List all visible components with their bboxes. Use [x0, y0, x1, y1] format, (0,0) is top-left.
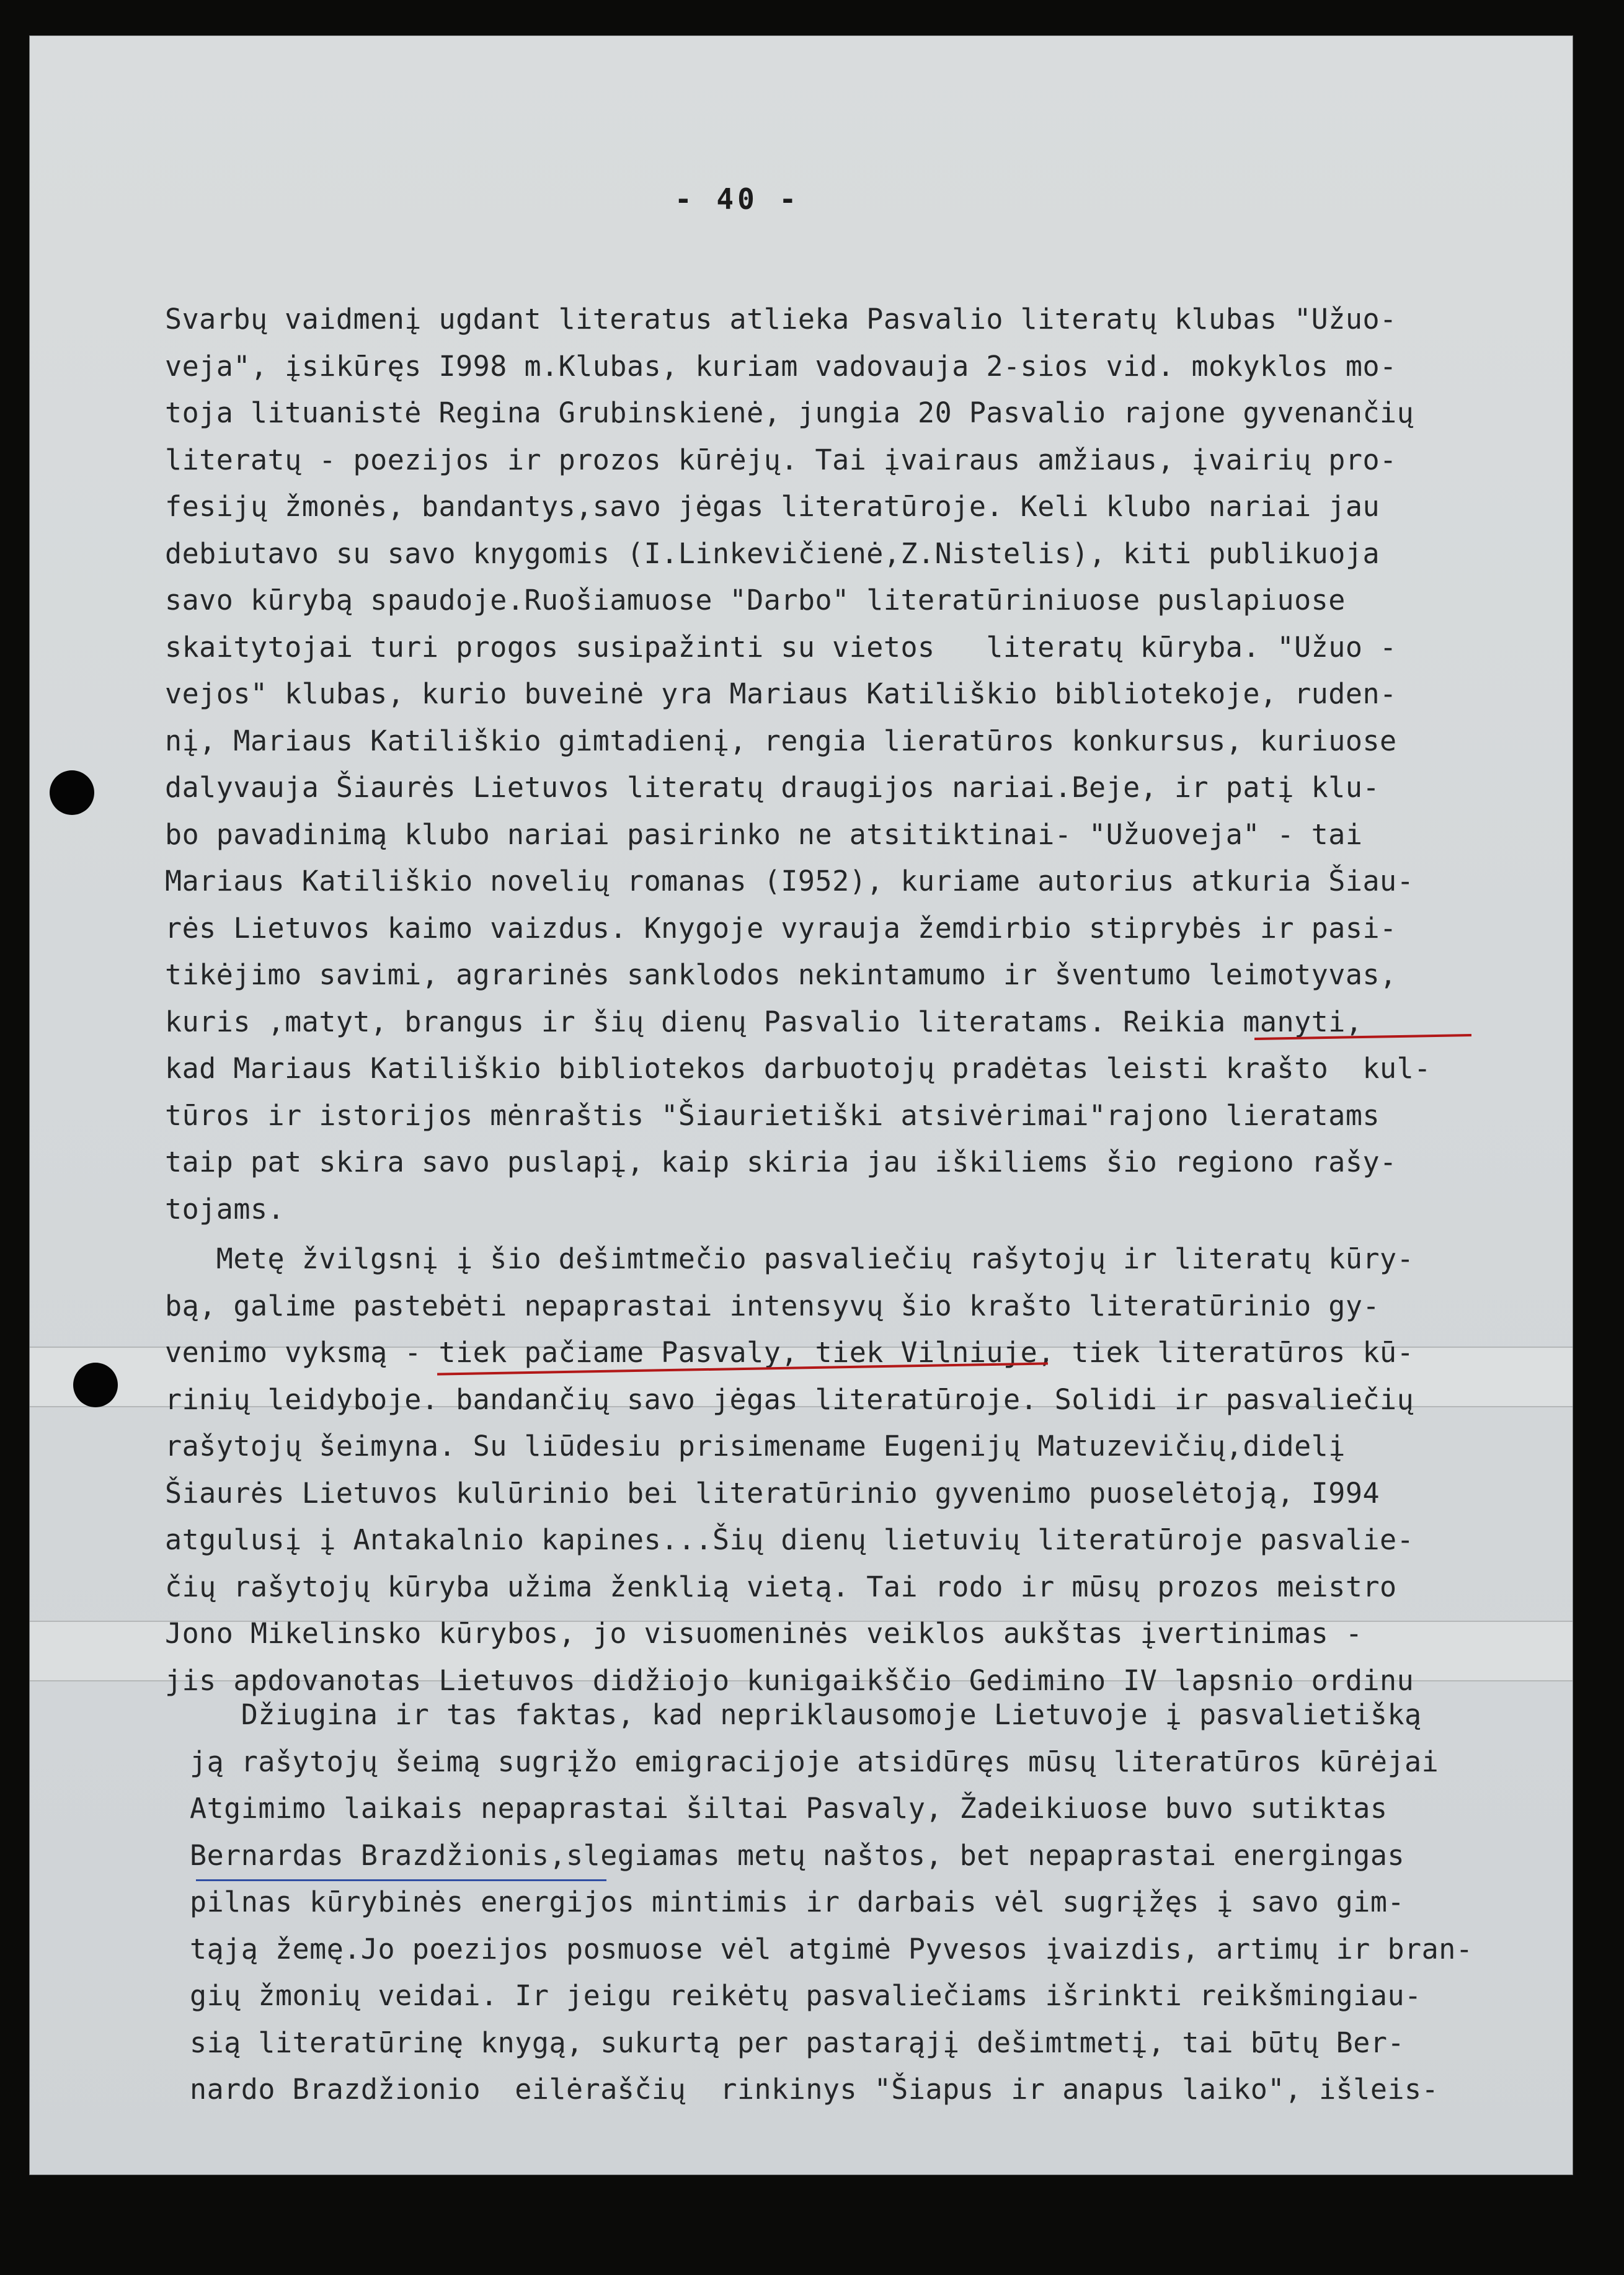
text-line: skaitytojai turi progos susipažinti su vietos literatų kūryba. "Užuo - [165, 630, 1397, 664]
text-line: Šiaurės Lietuvos kulūrinio bei literatūrinio gyvenimo puoselėtoją, I994 [165, 1476, 1380, 1510]
text-line: ją rašytojų šeimą sugrįžo emigracijoje atsidūręs mūsų literatūros kūrėjai [190, 1745, 1439, 1778]
text-line: Jono Mikelinsko kūrybos, jo visuomeninės veiklos aukštas įvertinimas - [165, 1617, 1363, 1650]
text-line: rinių leidyboje. bandančių savo jėgas literatūroje. Solidi ir pasvaliečių [165, 1382, 1414, 1416]
punch-hole [50, 770, 94, 815]
text-line: kuris ,matyt, brangus ir šių dienų Pasvalio literatams. Reikia manyti, [165, 1005, 1363, 1038]
text-line: nardo Brazdžionio eilėraščių rinkinys "Šiapus ir anapus laiko", išleis- [190, 2073, 1439, 2106]
text-line: Metę žvilgsnį į šio dešimtmečio pasvaliečių rašytojų ir literatų kūry- [165, 1242, 1414, 1275]
text-line: taip pat skira savo puslapį, kaip skiria jau iškiliems šio regiono rašy- [165, 1146, 1397, 1178]
page-number: - 40 - [675, 182, 801, 216]
text-line: bą, galime pastebėti nepaprastai intensyvų šio krašto literatūrinio gy- [165, 1289, 1380, 1322]
text-line: bo pavadinimą klubo nariai pasirinko ne atsitiktinai- "Užuoveja" - tai [165, 817, 1363, 851]
text-line: sią literatūrinę knygą, sukurtą per pastarąjį dešimtmetį, tai būtų Ber- [190, 2026, 1405, 2059]
text-line: tąją žemę.Jo poezijos posmuose vėl atgimė Pyvesos įvaizdis, artimų ir bran- [190, 1932, 1473, 1966]
text-line: fesijų žmonės, bandantys,savo jėgas literatūroje. Keli klubo nariai jau [165, 490, 1380, 523]
text-line: gių žmonių veidai. Ir jeigu reikėtų pasvaliečiams išrinkti reikšmingiau- [190, 1979, 1422, 2012]
text-line: Džiugina ir tas faktas, kad nepriklausomoje Lietuvoje į pasvalietišką [190, 1698, 1422, 1731]
text-line: Mariaus Katiliškio novelių romanas (I952), kuriame autorius atkuria Šiau- [165, 865, 1414, 897]
text-line: savo kūrybą spaudoje.Ruošiamuose "Darbo" literatūriniuose puslapiuose [165, 584, 1346, 617]
text-line: tikėjimo savimi, agrarinės sanklodos nekintamumo ir šventumo leimotyvas, [165, 958, 1397, 991]
text-line: Svarbų vaidmenį ugdant literatus atlieka Pasvalio literatų klubas "Užuo- [165, 303, 1397, 336]
text-line: vejos" klubas, kurio buveinė yra Mariaus Katiliškio bibliotekoje, ruden- [165, 677, 1397, 710]
text-line: literatų - poezijos ir prozos kūrėjų. Tai įvairaus amžiaus, įvairių pro- [165, 443, 1397, 476]
text-line: debiutavo su savo knygomis (I.Linkevičienė,Z.Nistelis), kiti publikuoja [165, 536, 1380, 570]
text-line: kad Mariaus Katiliškio bibliotekos darbuotojų pradėtas leisti krašto kul- [165, 1052, 1431, 1085]
text-line: dalyvauja Šiaurės Lietuvos literatų draugijos nariai.Beje, ir patį klu- [165, 771, 1380, 804]
text-line: nį, Mariaus Katiliškio gimtadienį, rengia lieratūros konkursus, kuriuose [165, 724, 1397, 757]
text-line: jis apdovanotas Lietuvos didžiojo kunigaikščio Gedimino IV lapsnio ordinu [165, 1663, 1414, 1697]
text-line: čių rašytojų kūryba užima ženklią vietą. Tai rodo ir mūsų prozos meistro [165, 1570, 1397, 1603]
text-line: rašytojų šeimyna. Su liūdesiu prisimename Eugenijų Matuzevičių,didelį [165, 1430, 1346, 1462]
typewritten-page [30, 36, 1573, 2175]
text-line: Atgimimo laikais nepaprastai šiltai Pasvaly, Žadeikiuose buvo sutiktas [190, 1792, 1388, 1825]
text-line: pilnas kūrybinės energijos mintimis ir darbais vėl sugrįžęs į savo gim- [190, 1885, 1405, 1918]
text-line: tojams. [165, 1192, 285, 1226]
text-line: atgulusį į Antakalnio kapines...Šių dienų lietuvių literatūroje pasvalie- [165, 1523, 1414, 1556]
handwritten-underline [196, 1879, 606, 1881]
text-line: veja", įsikūręs I998 m.Klubas, kuriam vadovauja 2-sios vid. mokyklos mo- [165, 349, 1397, 383]
text-line: toja lituanistė Regina Grubinskienė, jungia 20 Pasvalio rajone gyvenančių [165, 396, 1414, 429]
text-line: tūros ir istorijos mėnraštis "Šiaurietiški atsivėrimai"rajono lieratams [165, 1098, 1380, 1132]
text-line: rės Lietuvos kaimo vaizdus. Knygoje vyrauja žemdirbio stiprybės ir pasi- [165, 911, 1397, 945]
text-line: Bernardas Brazdžionis,slegiamas metų naštos, bet nepaprastai energingas [190, 1838, 1405, 1872]
text-line: venimo vyksmą - tiek pačiame Pasvaly, tiek Vilniuje, tiek literatūros kū- [165, 1336, 1414, 1369]
punch-hole [73, 1363, 118, 1407]
